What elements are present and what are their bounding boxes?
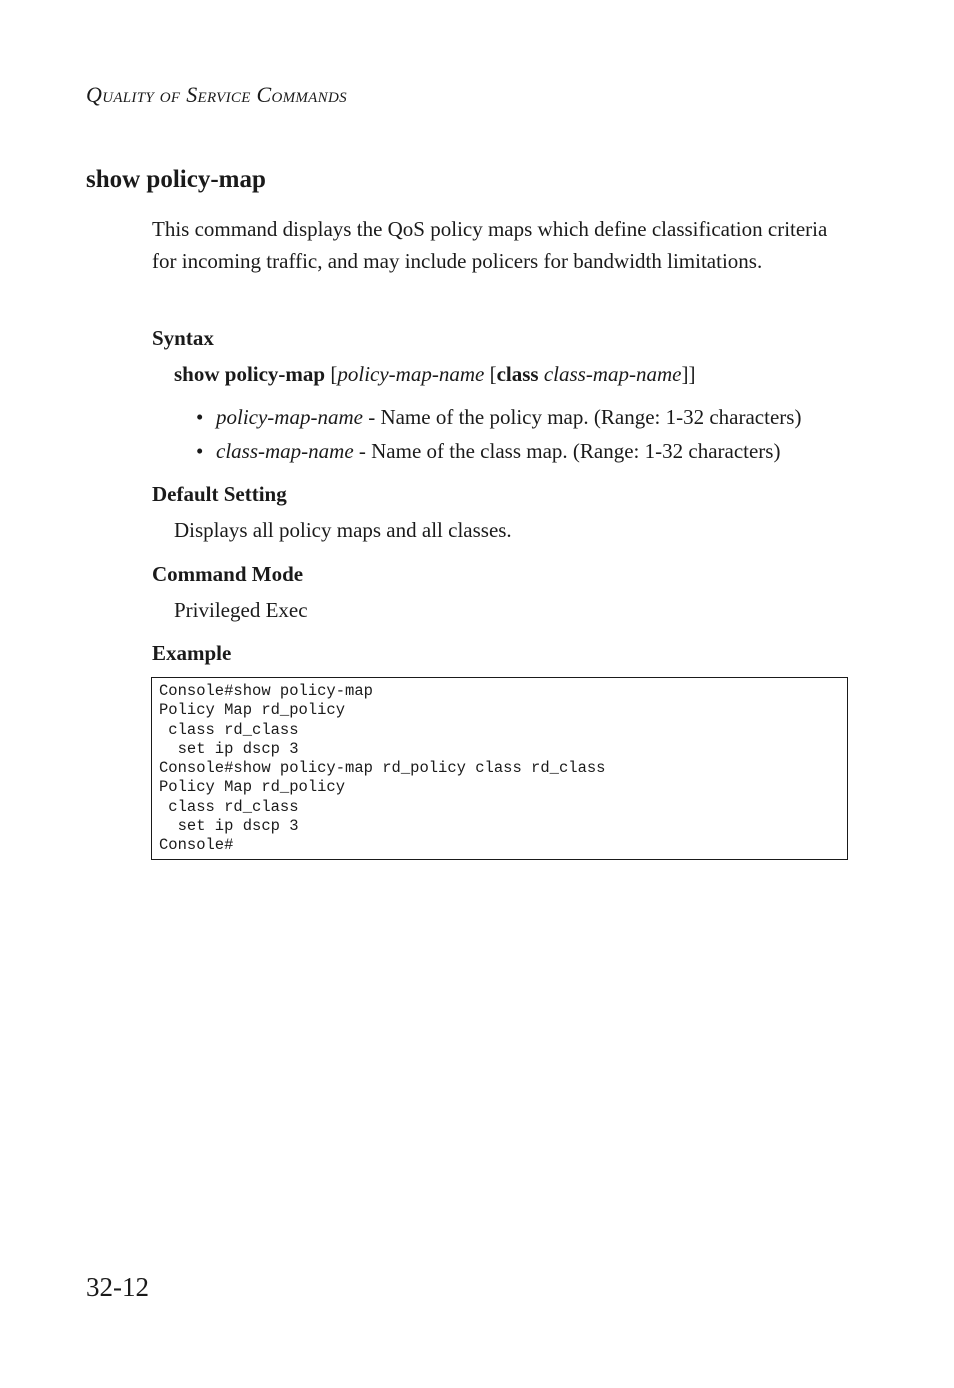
section-title: show policy-map xyxy=(86,166,266,193)
list-item xyxy=(196,402,801,436)
syntax-close-brackets: ]] xyxy=(681,362,696,386)
bullet-icon: • xyxy=(196,405,204,429)
code-line: class rd_class xyxy=(159,720,299,739)
code-line: Policy Map rd_policy xyxy=(159,701,346,720)
syntax-command: show policy-map xyxy=(174,362,326,386)
code-line: set ip dscp 3 xyxy=(159,739,299,758)
bullet-icon: • xyxy=(196,439,204,463)
param-description: - Name of the class map. (Range: 1-32 characters) xyxy=(353,439,781,463)
code-line: Policy Map rd_policy xyxy=(159,778,346,797)
syntax-param-class-map-name: class-map-name xyxy=(543,362,682,386)
syntax-keyword-class: class xyxy=(496,362,539,386)
syntax-open-bracket-2: [ xyxy=(484,362,497,386)
code-line: Console# xyxy=(159,836,234,855)
page-number: 32-12 xyxy=(86,1272,149,1302)
syntax-line xyxy=(174,362,695,387)
running-header: Quality of Service Commands xyxy=(86,82,347,107)
syntax-param-policy-map-name: policy-map-name xyxy=(337,362,485,386)
example-code-block xyxy=(151,677,848,860)
param-name: class-map-name xyxy=(216,439,354,463)
example-heading: Example xyxy=(152,641,232,665)
syntax-heading: Syntax xyxy=(152,326,214,350)
default-setting-heading: Default Setting xyxy=(152,482,287,506)
param-name: policy-map-name xyxy=(216,405,363,429)
list-item xyxy=(196,436,801,470)
param-description: - Name of the policy map. (Range: 1-32 characters) xyxy=(362,405,802,429)
parameter-list xyxy=(196,402,801,470)
code-line: class rd_class xyxy=(159,797,299,816)
command-mode-text: Privileged Exec xyxy=(174,598,308,622)
command-description: This command displays the QoS policy maps which define classification criteria for incoming traffic, and may include policers for bandwidth limitations. xyxy=(152,217,828,273)
code-line: Console#show policy-map rd_policy class rd_class xyxy=(159,759,606,778)
code-line: set ip dscp 3 xyxy=(159,817,299,836)
command-mode-heading: Command Mode xyxy=(152,562,304,586)
default-setting-text: Displays all policy maps and all classes. xyxy=(174,518,512,542)
syntax-open-bracket: [ xyxy=(330,362,338,386)
code-line: Console#show policy-map xyxy=(159,682,373,700)
